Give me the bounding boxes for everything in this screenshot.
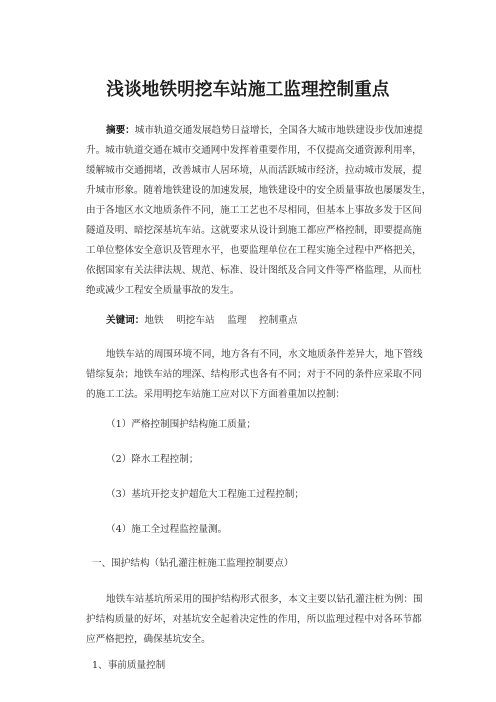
subsection-heading: 1、事前质量控制: [92, 660, 166, 671]
intro-line-2: 错综复杂；地铁车站的埋深、结构形式也各有不同；对于不同的条件应采取不同: [86, 369, 422, 380]
abstract-line-7: 工单位整体安全意识及管理水平，也要监理单位在工程实施全过程中严格把关，: [86, 245, 422, 256]
abstract-line-6: 隧道及明、暗挖深基坑车站。这就要求从设计到施工都应严格控制，即要提高施: [86, 225, 422, 236]
abstract-line-8: 依据国家有关法律法规、规范、标准、设计图纸及合同文件等严格监理，从而杜: [86, 265, 422, 276]
abstract-line-9: 绝或减少工程安全质量事故的发生。: [86, 285, 240, 296]
document-title: 浅谈地铁明挖车站施工监理控制重点: [106, 80, 390, 100]
intro-line-3: 的施工工法。采用明挖车站施工应对以下方面着重加以控制：: [86, 389, 346, 400]
abstract-label: 摘要：: [106, 125, 135, 136]
list-item-1: （1）严格控制围护结构施工质量；: [106, 419, 257, 430]
section-heading: 一、围护结构（钻孔灌注桩施工监理控制要点）: [92, 558, 294, 569]
intro-line-1: 地铁车站的周围环境不同，地方各有不同，水文地质条件差异大，地下管线: [106, 349, 423, 360]
keywords-items: 地铁 明挖车站 监理 控制重点: [144, 315, 298, 326]
abstract-line-5: 由于各地区水文地质条件不同，施工工艺也不尽相同，但基本上事故多发于区间: [86, 205, 422, 216]
keywords-paragraph: [86, 311, 426, 331]
list-item-4: （4）施工全过程监控量测。: [106, 524, 228, 535]
keywords-label: 关键词：: [106, 315, 145, 326]
abstract-line-4: 升城市形象。随着地铁建设的加速发展，地铁建设中的安全质量事故也屡屡发生，: [86, 185, 432, 196]
section-line-1: 地铁车站基坑所采用的围护结构形式很多，本文主要以钻孔灌注桩为例：围: [106, 594, 423, 605]
section-line-3: 应严格把控，确保基坑安全。: [86, 634, 211, 645]
section-line-2: 护结构质量的好坏，对基坑安全起着决定性的作用，所以监理过程中对各环节都: [86, 614, 422, 625]
abstract-paragraph: [86, 121, 432, 301]
abstract-line-1: 摘要：城市轨道交通发展趋势日益增长，全国各大城市地铁建设步伐加速提: [106, 125, 423, 136]
list-item-3: （3）基坑开挖支护超危大工程施工过程控制；: [106, 489, 304, 500]
intro-paragraph: [86, 345, 426, 405]
abstract-line-2: 升。城市轨道交通在城市交通网中发挥着重要作用，不仅提高交通资源利用率，: [86, 145, 422, 156]
section-paragraph: [86, 590, 426, 650]
abstract-line-3: 缓解城市交通拥堵，改善城市人居环境，从而活跃城市经济，拉动城市发展，提: [86, 165, 422, 176]
list-item-2: （2）降水工程控制；: [106, 454, 199, 465]
